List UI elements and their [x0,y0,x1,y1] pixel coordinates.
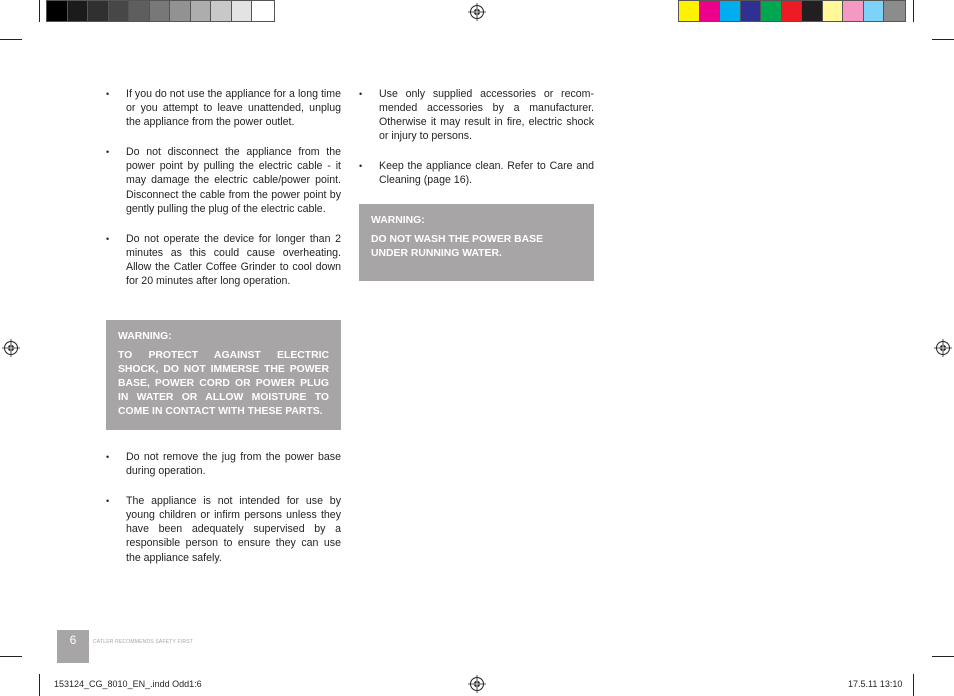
color-swatch [843,1,864,21]
safety-bullet: • If you do not use the appliance for a long time or you attempt to leave unattended, unplug the appliance from the power outlet. [106,87,341,129]
warning-box-electric-shock [106,320,341,430]
warning-title: WARNING: [371,215,425,226]
color-swatch [191,1,212,21]
registration-mark-icon [468,675,486,693]
left-column-lower [106,450,341,581]
color-swatch [720,1,741,21]
color-swatch [823,1,844,21]
safety-bullet: • The appliance is not intended for use by young children or infirm persons unless they have been adequately supervised by a responsible person to ensure they can use the appliance safely. [106,494,341,564]
color-swatch [129,1,150,21]
color-swatch [802,1,823,21]
safety-bullet: • Do not remove the jug from the power base during operation. [106,450,341,478]
color-swatch [761,1,782,21]
crop-mark [913,0,914,22]
safety-bullet: • Keep the appliance clean. Refer to Care and Cleaning (page 16). [359,159,594,187]
registration-mark-icon [468,3,486,21]
color-swatch [68,1,89,21]
color-swatch [252,1,273,21]
crop-mark [932,39,954,40]
page-number: 6 [57,630,89,663]
warning-title: WARNING: [118,331,172,342]
color-swatch [88,1,109,21]
process-color-bar [678,0,906,22]
color-swatch [700,1,721,21]
color-swatch [679,1,700,21]
crop-mark [0,39,22,40]
running-title: CATLER RECOMMENDS SAFETY FIRST [93,639,193,645]
color-swatch [170,1,191,21]
color-swatch [47,1,68,21]
color-swatch [232,1,253,21]
crop-mark [913,674,914,696]
color-swatch [884,1,905,21]
registration-mark-icon [934,339,952,357]
slug-date: 17.5.11 13:10 [848,679,903,689]
color-swatch [864,1,885,21]
slug-file-name: 153124_CG_8010_EN_.indd Odd1:6 [54,679,202,689]
right-column [359,87,594,204]
registration-mark-icon [2,339,20,357]
crop-mark [0,656,22,657]
color-swatch [741,1,762,21]
grayscale-color-bar [46,0,275,22]
warning-box-washing [359,204,594,281]
safety-bullet: • Do not operate the device for longer than 2 minutes as this could cause overheating. Allow the Catler Coffee Grinder to cool down for 20 minutes after long operation. [106,232,341,288]
color-swatch [109,1,130,21]
crop-mark [932,656,954,657]
left-column [106,87,341,304]
warning-body: DO NOT WASH THE POWER BASE UNDER RUNNING WATER. [371,234,544,259]
warning-body: TO PROTECT AGAINST ELECTRIC SHOCK, DO NOT IMMERSE THE POWER BASE, POWER CORD OR POWER PLUG IN WATER OR ALLOW MOISTURE TO COME IN CONTACT WITH THESE PARTS. [118,350,329,417]
safety-bullet: • Use only supplied accessories or recom-mended accessories by a manufacturer. Otherwise it may result in fire, electric shock or injury to persons. [359,87,594,143]
crop-mark [39,0,40,22]
color-swatch [211,1,232,21]
color-swatch [782,1,803,21]
safety-bullet: • Do not disconnect the appliance from the power point by pulling the electric cable - it may damage the electric cable/power point. Disconnect the cable from the power point by gently pulling the plug of the electric cable. [106,145,341,215]
color-swatch [150,1,171,21]
crop-mark [39,674,40,696]
